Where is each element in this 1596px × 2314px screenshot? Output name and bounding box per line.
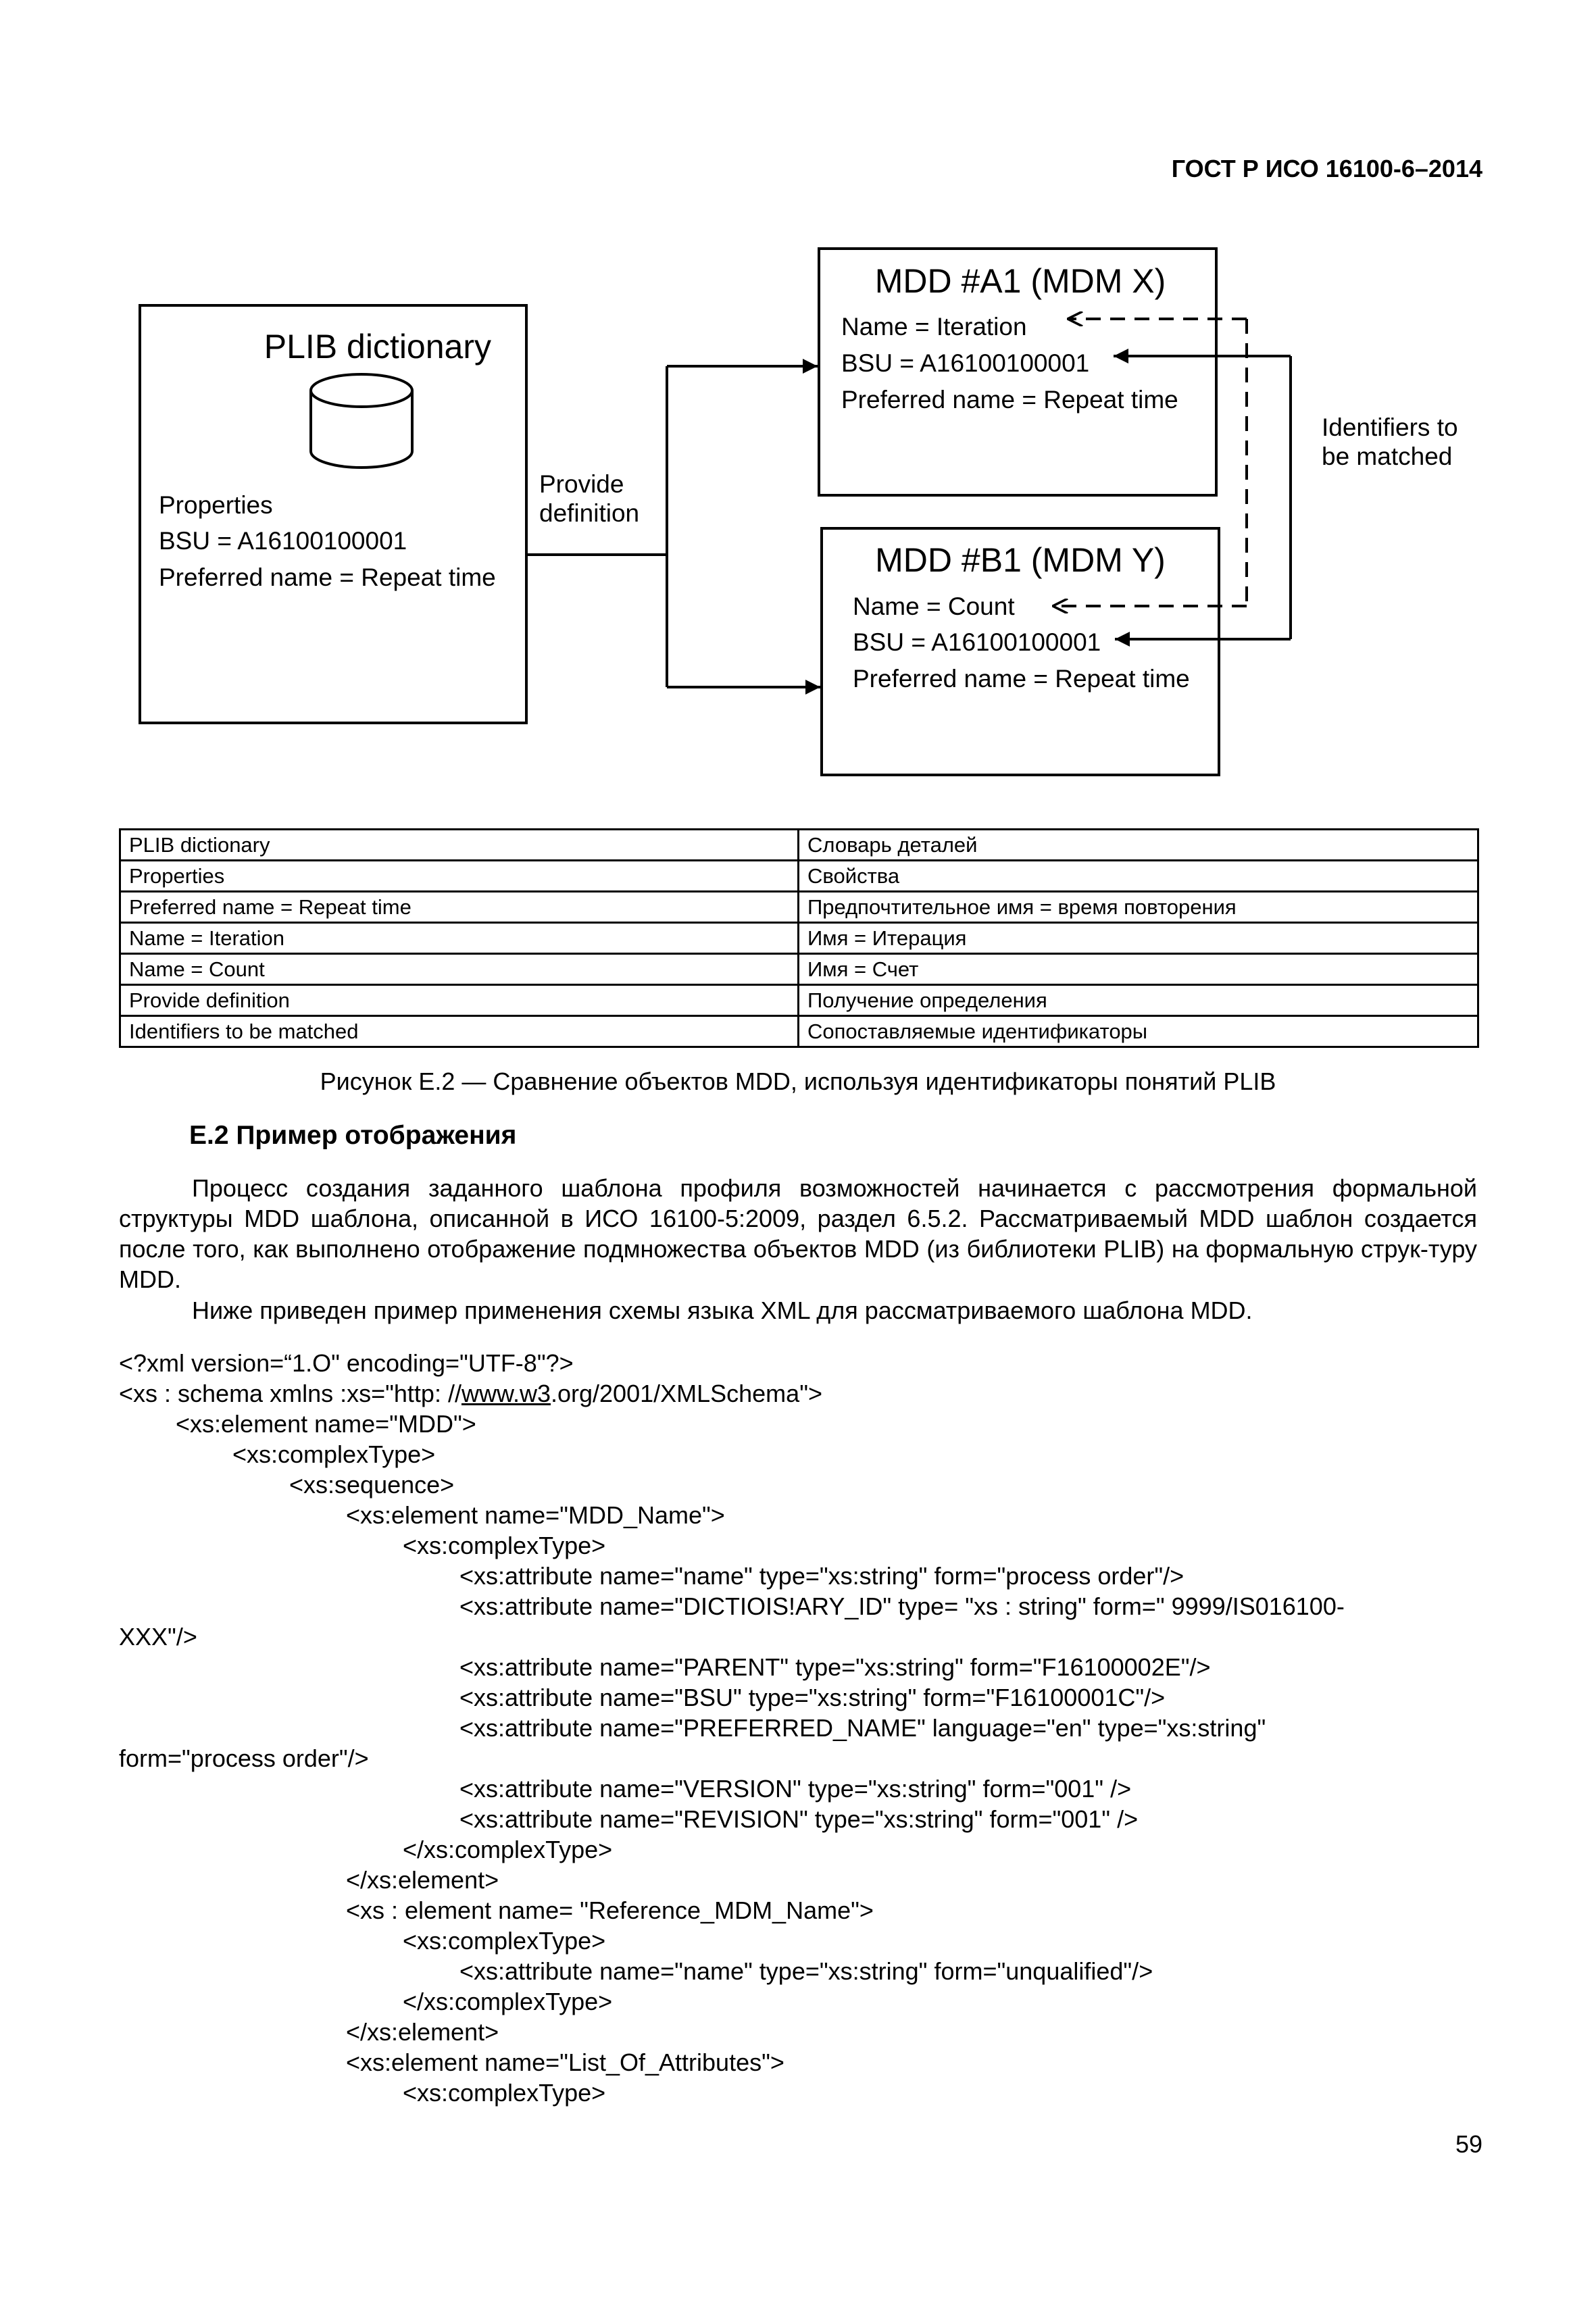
provide-label-line2: definition (539, 499, 640, 527)
code-line: </xs:complexType> (403, 1988, 613, 2015)
code-line: </xs:element> (346, 1866, 499, 1894)
plib-box-bsu: BSU = A16100100001 (159, 527, 407, 555)
code-line: <xs:attribute name="VERSION" type="xs:string" form="001" /> (459, 1775, 1132, 1803)
table-row (120, 954, 1478, 985)
table-cell-english: Provide definition (120, 985, 799, 1016)
code-line: <xs:attribute name="REVISION" type="xs:string" form="001" /> (459, 1805, 1139, 1833)
identifiers-label-line1: Identifiers to (1322, 413, 1458, 441)
section-title: Е.2 Пример отображения (189, 1121, 517, 1150)
glossary-table (119, 828, 1479, 1048)
code-line: <xs:complexType> (403, 1532, 606, 1559)
table-cell-english: Name = Count (120, 954, 799, 985)
plib-box-preferred-name: Preferred name = Repeat time (159, 563, 496, 591)
paragraph-intro: Процесс создания заданного шаблона профиля возможностей начинается с рассмотрения формальной структуры MDD шаблона, описанной в ИСО 16100-5:2009, раздел 6.5.2. Рассматриваемый MDD шаблон создается после того, как выполнено отображение подмножества объектов MDD (из библиотеки PLIB) на формальную струк-туру MDD. (119, 1174, 1477, 1293)
mdd-b1-name: Name = Count (853, 593, 1015, 620)
mdd-a1-box (819, 249, 1216, 495)
code-line: <xs:attribute name="BSU" type="xs:string" form="F16100001C"/> (459, 1684, 1166, 1711)
figure-e2-diagram (0, 0, 1596, 797)
provide-label-line1: Provide (539, 470, 624, 498)
code-line: <xs:attribute name="name" type="xs:string" form="unqualified"/> (459, 1957, 1153, 1985)
table-cell-russian: Имя = Итерация (799, 923, 1478, 954)
document-header: ГОСТ Р ИСО 16100-6–2014 (1171, 155, 1482, 182)
table-row (120, 892, 1478, 923)
table-cell-english: Name = Iteration (120, 923, 799, 954)
code-line: form="process order"/> (119, 1744, 369, 1772)
table-cell-russian: Получение определения (799, 985, 1478, 1016)
code-line: <xs:attribute name="PREFERRED_NAME" language="en" type="xs:string" (459, 1714, 1266, 1742)
code-line: <xs:complexType> (403, 1927, 606, 1955)
table-cell-russian: Имя = Счет (799, 954, 1478, 985)
code-line: <xs:sequence> (289, 1471, 455, 1499)
table-cell-russian: Словарь деталей (799, 830, 1478, 861)
plib-dictionary-box (140, 305, 526, 723)
mdd-b1-preferred-name: Preferred name = Repeat time (853, 665, 1190, 693)
table-cell-english: Properties (120, 861, 799, 892)
code-line: <xs:element name="MDD"> (176, 1410, 476, 1438)
mdd-b1-title: MDD #B1 (MDM Y) (875, 541, 1166, 579)
code-line: </xs:complexType> (403, 1836, 613, 1863)
xml-code-listing (119, 1348, 1477, 2108)
code-line: <xs:element name="List_Of_Attributes"> (346, 2048, 784, 2076)
code-fragment: .org/2001/XMLSchema"> (550, 1380, 822, 1407)
figure-caption: Рисунок Е.2 — Сравнение объектов MDD, используя идентификаторы понятий PLIB (320, 1067, 1276, 1095)
schema-link[interactable]: www.w3 (461, 1380, 551, 1407)
mdd-b1-bsu: BSU = A16100100001 (853, 628, 1101, 656)
plib-box-properties: Properties (159, 491, 273, 519)
code-line: <?xml version=“1.O" encoding="UTF-8"?> (119, 1349, 574, 1377)
code-line: <xs:complexType> (403, 2079, 606, 2107)
page-number: 59 (1455, 2130, 1482, 2158)
paragraph-xml-intro: Ниже приведен пример применения схемы языка XML для рассматриваемого шаблона MDD. (192, 1297, 1253, 1324)
provide-definition-connector (526, 366, 820, 687)
mdd-a1-bsu: BSU = A16100100001 (841, 349, 1090, 377)
code-line: <xs:attribute name="name" type="xs:string" form="process order"/> (459, 1562, 1184, 1590)
code-line: </xs:element> (346, 2018, 499, 2046)
table-cell-english: Identifiers to be matched (120, 1016, 799, 1047)
table-row (120, 985, 1478, 1016)
plib-box-title: PLIB dictionary (264, 328, 491, 366)
table-cell-russian: Предпочтительное имя = время повторения (799, 892, 1478, 923)
table-row (120, 1016, 1478, 1047)
table-row (120, 861, 1478, 892)
code-line: <xs:element name="MDD_Name"> (346, 1501, 725, 1529)
code-line: <xs:attribute name="DICTIOIS!ARY_ID" type= "xs : string" form=" 9999/IS016100- (459, 1592, 1345, 1620)
table-row (120, 923, 1478, 954)
table-cell-english: Preferred name = Repeat time (120, 892, 799, 923)
table-cell-russian: Сопоставляемые идентификаторы (799, 1016, 1478, 1047)
code-line: <xs:complexType> (232, 1440, 436, 1468)
database-icon (311, 374, 412, 468)
table-row (120, 830, 1478, 861)
table-cell-english: PLIB dictionary (120, 830, 799, 861)
code-line (119, 1378, 1477, 1409)
identifiers-label-line2: be matched (1322, 443, 1453, 470)
mdd-a1-preferred-name: Preferred name = Repeat time (841, 386, 1178, 413)
code-line: <xs:attribute name="PARENT" type="xs:string" form="F16100002E"/> (459, 1653, 1211, 1681)
table-cell-russian: Свойства (799, 861, 1478, 892)
mdd-b1-box (822, 528, 1219, 775)
mdd-a1-title: MDD #A1 (MDM X) (874, 262, 1166, 300)
code-line: XXX"/> (119, 1623, 197, 1651)
code-fragment: <xs : schema xmlns :xs="http: // (119, 1380, 462, 1407)
code-line: <xs : element name= "Reference_MDM_Name"> (346, 1896, 874, 1924)
mdd-a1-name: Name = Iteration (841, 313, 1027, 341)
